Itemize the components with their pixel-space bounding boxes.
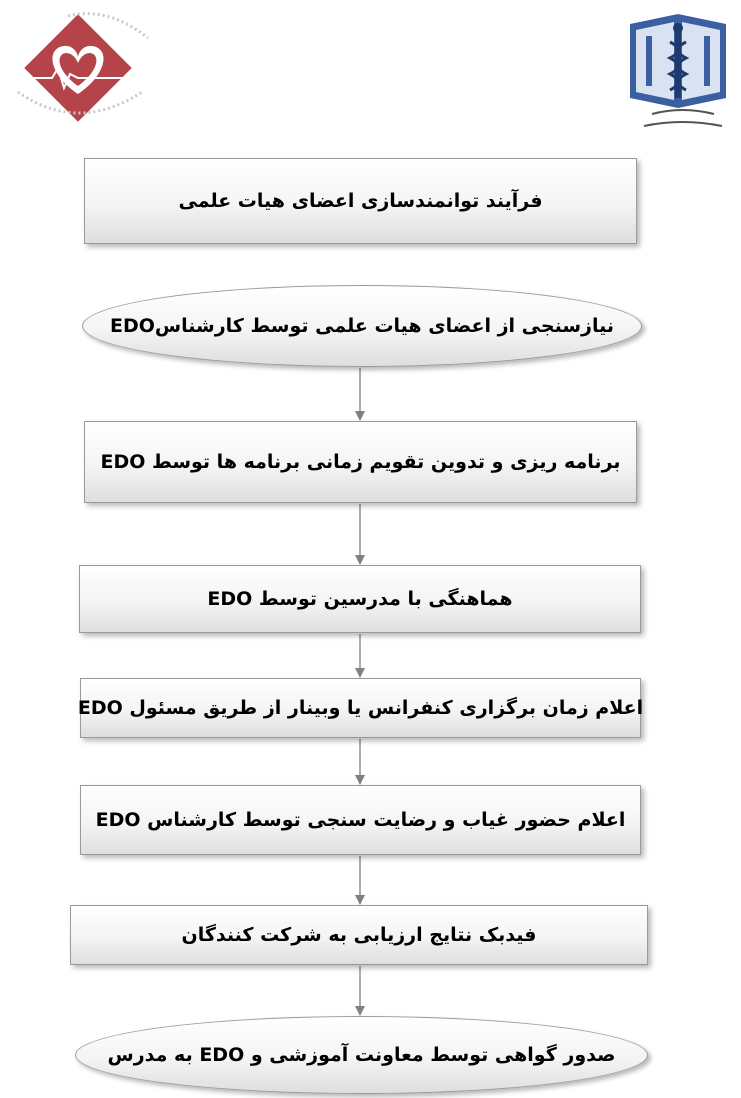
step-label: برنامه ریزی و تدوین تقویم زمانی برنامه ها توسط EDO	[100, 451, 621, 473]
step-label: اعلام زمان برگزاری کنفرانس یا وبینار از طریق مسئول EDO	[77, 697, 644, 719]
step-label: نیازسنجی از اعضای هیات علمی توسط کارشناسEDO	[110, 315, 614, 337]
step-feedback-box	[70, 905, 648, 965]
step-label: اعلام حضور غیاب و رضایت سنجی توسط کارشناس EDO	[95, 809, 626, 831]
step-label: هماهنگی با مدرسین توسط EDO	[207, 588, 513, 610]
step-planning-box	[84, 421, 637, 503]
step-attendance-box	[80, 785, 641, 855]
step-label: فیدبک نتایج ارزیابی به شرکت کنندگان	[181, 924, 537, 946]
step-certificate-oval	[75, 1016, 648, 1094]
step-announcement-box	[77, 678, 644, 738]
step-title-box	[84, 158, 637, 244]
step-label: صدور گواهی توسط معاونت آموزشی و EDO به مدرس	[107, 1044, 616, 1066]
step-coordination-box	[79, 565, 641, 633]
step-needs-assessment-oval	[82, 285, 642, 367]
step-label: فرآیند توانمندسازی اعضای هیات علمی	[178, 190, 543, 212]
